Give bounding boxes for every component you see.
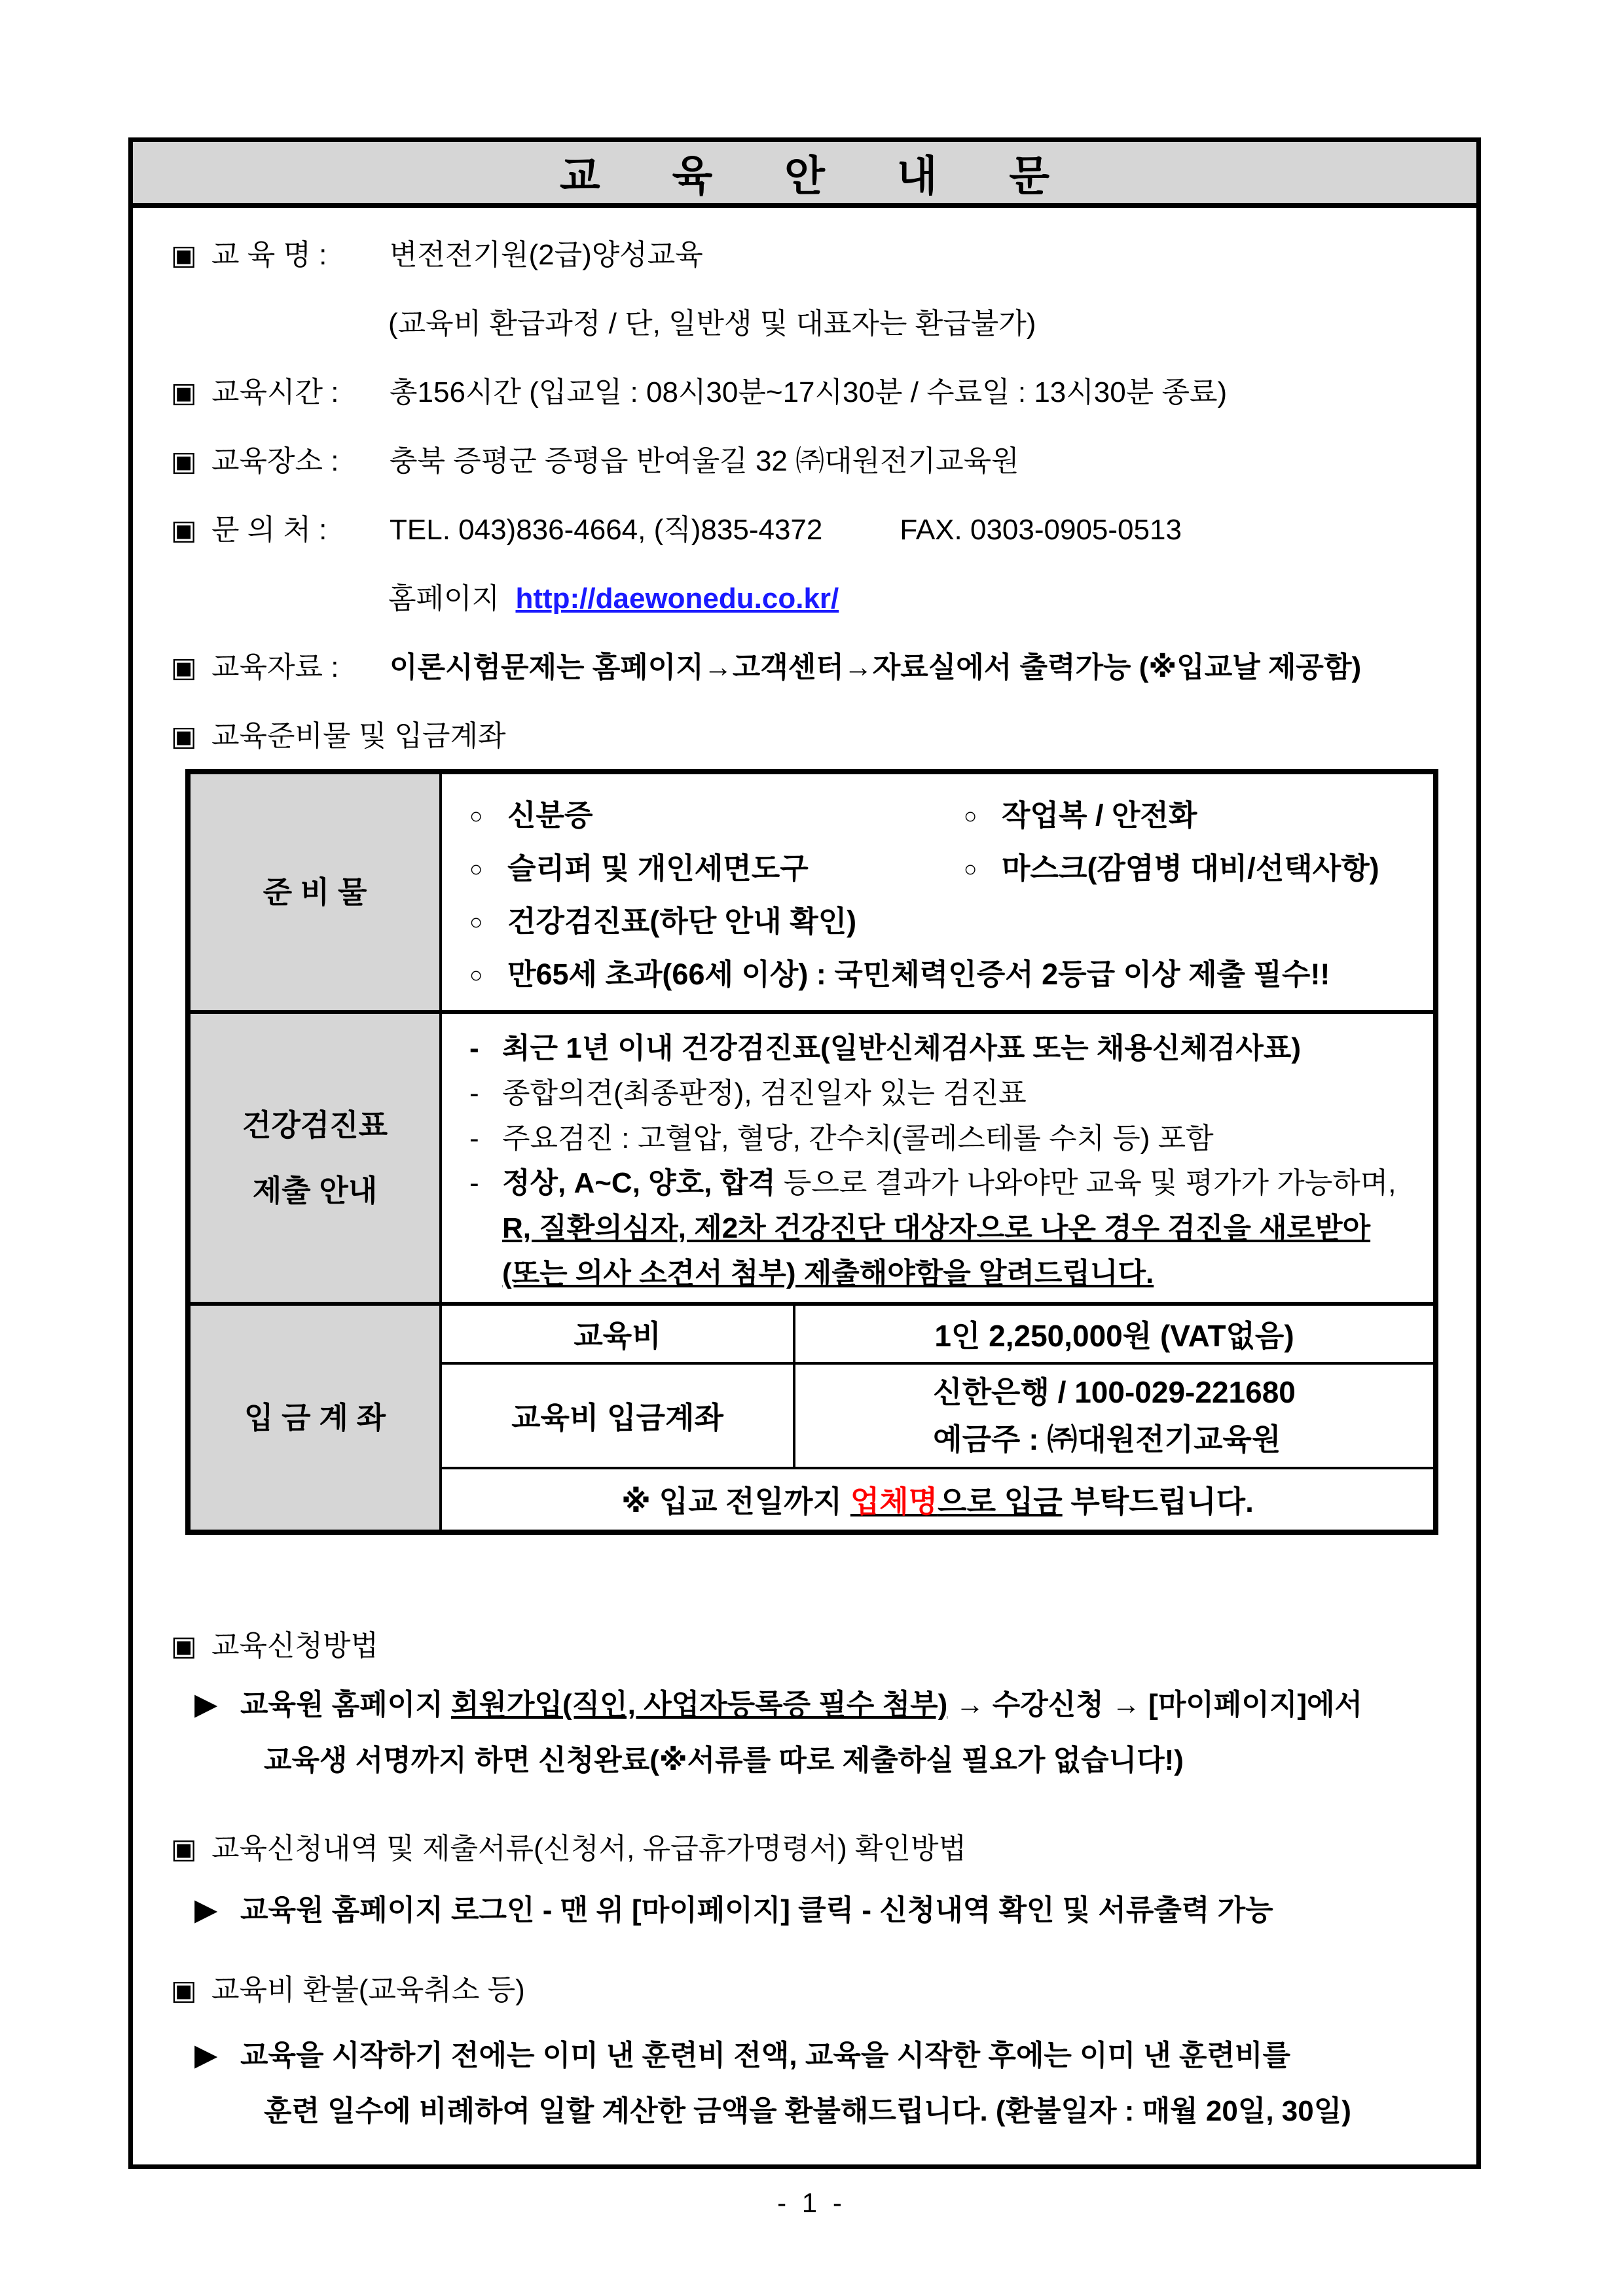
refund-bullet-line1: [171, 2035, 1438, 2075]
table-row-payment: [191, 1306, 1433, 1530]
square-bullet-icon: ▣: [171, 514, 197, 545]
info-line-homepage: [171, 579, 1438, 619]
dash-icon: -: [469, 1122, 479, 1155]
prep-item-row: [469, 791, 1420, 834]
prep-item-text: 신분증: [507, 798, 593, 832]
prep-item: [469, 950, 1330, 993]
notice-prefix: ※ 입교 전일까지: [621, 1484, 850, 1518]
dash-icon: -: [469, 1077, 479, 1109]
prep-and-payment-table: [185, 769, 1438, 1535]
health-line-text: 등으로 결과가 나와야만 교육 및 평가가 가능하며,: [775, 1167, 1396, 1200]
account-label-cell: [442, 1365, 795, 1467]
health-line: [469, 1115, 1427, 1157]
health-line-text-underline: R, 질환의심자, 제2차 건강진단 대상자으로 나온 경우 검진을 새로받아: [502, 1211, 1371, 1244]
contact-fax: FAX. 0303-0905-0513: [900, 514, 1182, 546]
health-line: [469, 1069, 1427, 1111]
account-details: [933, 1369, 1296, 1463]
square-bullet-icon: ▣: [171, 446, 197, 476]
square-bullet-icon: ▣: [171, 377, 197, 408]
dash-icon: -: [469, 1032, 479, 1065]
prep-item-text: 건강검진표(하단 안내 확인): [507, 905, 857, 938]
hours-label: 교육시간 :: [211, 376, 339, 408]
page-number-text: - 1 -: [777, 2187, 846, 2218]
materials-value: 이론시험문제는 홈페이지→고객센터→자료실에서 출력가능 (※입교날 제공함): [390, 651, 1362, 683]
triangle-bullet-icon: ▶: [194, 1687, 218, 1721]
info-line-prep-heading: [171, 717, 1438, 756]
table-row-preparations: [191, 774, 1433, 1014]
apply-line1-pre: 교육원 홈페이지: [240, 1689, 451, 1721]
square-bullet-icon: ▣: [171, 721, 197, 751]
prep-item: [964, 844, 1379, 887]
check-heading: 교육신청내역 및 제출서류(신청서, 유급휴가명령서) 확인방법: [211, 1833, 967, 1865]
prep-item: [469, 791, 964, 834]
check-line: 교육원 홈페이지 로그인 - 맨 위 [마이페이지] 클릭 - 신청내역 확인 및 서류출력 가능: [240, 1894, 1273, 1926]
info-line-course-note: [171, 304, 1438, 344]
notice-suffix: 부탁드립니다.: [1062, 1484, 1254, 1518]
contact-label: 문 의 처 :: [211, 514, 327, 546]
health-line-text-bold: 정상, A~C, 양호, 합격: [502, 1167, 776, 1200]
prep-item-text: 마스크(감염병 대비/선택사항): [1002, 852, 1379, 885]
document-title-bar: [133, 142, 1476, 208]
notice-middle: 으로 입금: [938, 1484, 1063, 1518]
circle-bullet-icon: ○: [469, 963, 483, 988]
payment-notice-cell: [442, 1469, 1433, 1530]
table-row-health-check: [191, 1014, 1433, 1306]
prep-row-body: [442, 774, 1433, 1010]
prep-item-text: 만65세 초과(66세 이상) : 국민체력인증서 2등급 이상 제출 필수!!: [507, 958, 1330, 991]
payment-notice: [621, 1478, 1254, 1521]
info-line-materials: [171, 648, 1438, 687]
square-bullet-icon: ▣: [171, 240, 197, 270]
square-bullet-icon: ▣: [171, 1833, 197, 1864]
prep-item-row: [469, 897, 1420, 940]
info-line-contact: [171, 511, 1438, 550]
homepage-label: 홈페이지: [388, 583, 500, 615]
health-line: [469, 1159, 1427, 1201]
document-frame: [128, 137, 1481, 2169]
account-label: 교육비 입금계좌: [511, 1401, 723, 1435]
prep-item-row: [469, 950, 1420, 993]
hours-value: 총156시간 (입교일 : 08시30분~17시30분 / 수료일 : 13시30분 종료): [390, 376, 1228, 408]
health-line-text-underline: (또는 의사 소견서 첨부) 제출해야함을 알려드립니다.: [502, 1257, 1154, 1289]
triangle-bullet-icon: ▶: [194, 2037, 218, 2072]
section-refund-heading: [171, 1971, 1438, 2010]
prep-heading: 교육준비물 및 입금계좌: [211, 720, 506, 752]
prep-row-header-cell: [191, 774, 442, 1010]
health-row-body: [442, 1014, 1433, 1302]
health-line: [469, 1249, 1427, 1291]
payment-notice-row: [442, 1469, 1433, 1530]
payment-row-body: [442, 1306, 1433, 1530]
health-line: [469, 1024, 1427, 1066]
homepage-link[interactable]: http://daewonedu.co.kr/: [515, 583, 839, 615]
fee-value: 1인 2,250,000원 (VAT없음): [934, 1319, 1294, 1353]
prep-item-row: [469, 844, 1420, 887]
health-line-text: 최근 1년 이내 건강검진표(일반신체검사표 또는 채용신체검사표): [502, 1032, 1301, 1065]
fee-label-cell: [442, 1306, 795, 1362]
page-title: 교 육 안 내 문: [559, 152, 1080, 200]
prep-item-text: 슬리퍼 및 개인세면도구: [507, 852, 809, 885]
health-row-header-line1: 건강검진표: [242, 1108, 388, 1142]
health-line-text: 종합의견(최종판정), 검진일자 있는 검진표: [502, 1077, 1027, 1109]
section-check-heading: [171, 1829, 1438, 1869]
dash-icon: -: [469, 1167, 479, 1200]
refund-line1: 교육을 시작하기 전에는 이미 낸 훈련비 전액, 교육을 시작한 후에는 이미 낸 훈련비를: [240, 2039, 1291, 2072]
apply-line2: 교육생 서명까지 하면 신청완료(※서류를 따로 제출하실 필요가 없습니다!): [264, 1744, 1184, 1776]
circle-bullet-icon: ○: [469, 804, 483, 829]
materials-label: 교육자료 :: [211, 651, 339, 683]
check-bullet-line: [171, 1890, 1438, 1930]
apply-line1-underline: 회원가입(직인, 사업자등록증 필수 첨부): [450, 1689, 948, 1721]
place-value: 충북 증평군 증평읍 반여울길 32 ㈜대원전기교육원: [390, 445, 1019, 477]
prep-item: [469, 844, 964, 887]
info-line-hours: [171, 373, 1438, 412]
refund-line2: 훈련 일수에 비례하여 일할 계산한 금액을 환불해드립니다. (환불일자 : 매월 20일, 30일): [264, 2095, 1351, 2127]
apply-bullet-line2: [171, 1741, 1438, 1780]
info-line-place: [171, 442, 1438, 481]
account-holder: 예금주 : ㈜대원전기교육원: [933, 1422, 1281, 1456]
section-apply-heading: [171, 1626, 1438, 1666]
health-row-header-line2: 제출 안내: [252, 1174, 378, 1208]
course-note: (교육비 환급과정 / 단, 일반생 및 대표자는 환급불가): [388, 308, 1036, 340]
contact-tel: TEL. 043)836-4664, (직)835-4372: [390, 514, 823, 546]
account-bank: 신한은행 / 100-029-221680: [933, 1375, 1296, 1409]
apply-heading: 교육신청방법: [211, 1630, 379, 1662]
account-value-cell: [795, 1365, 1433, 1467]
triangle-bullet-icon: ▶: [194, 1892, 218, 1926]
notice-company-name-highlight: 업체명: [850, 1484, 938, 1518]
account-row: [442, 1365, 1433, 1469]
refund-heading: 교육비 환불(교육취소 등): [211, 1974, 525, 2006]
course-name-label: 교 육 명 :: [211, 239, 327, 271]
health-line: [469, 1204, 1427, 1246]
apply-bullet-line1: [171, 1684, 1438, 1725]
payment-row-header: 입 금 계 좌: [244, 1401, 386, 1435]
prep-item: [964, 791, 1197, 834]
prep-row-header: 준 비 물: [263, 875, 367, 909]
fee-label: 교육비: [574, 1319, 661, 1353]
fee-value-cell: [795, 1306, 1433, 1362]
page-number: [0, 2187, 1623, 2219]
health-row-header-cell: [191, 1014, 442, 1302]
document-content: [133, 208, 1476, 2131]
payment-row-header-cell: [191, 1306, 442, 1530]
circle-bullet-icon: ○: [964, 857, 977, 882]
prep-item: [469, 897, 856, 940]
square-bullet-icon: ▣: [171, 652, 197, 683]
place-label: 교육장소 :: [211, 445, 339, 477]
circle-bullet-icon: ○: [469, 857, 483, 882]
square-bullet-icon: ▣: [171, 1975, 197, 2005]
apply-line1-post: → 수강신청 → [마이페이지]에서: [947, 1689, 1362, 1721]
circle-bullet-icon: ○: [469, 910, 483, 935]
fee-row: [442, 1306, 1433, 1365]
prep-item-text: 작업복 / 안전화: [1002, 798, 1197, 832]
info-line-course-name: [171, 236, 1438, 275]
circle-bullet-icon: ○: [964, 804, 977, 829]
course-name-value: 변전전기원(2급)양성교육: [390, 239, 703, 271]
refund-bullet-line2: [171, 2092, 1438, 2131]
health-line-text: 주요검진 : 고혈압, 혈당, 간수치(콜레스테롤 수치 등) 포함: [502, 1122, 1214, 1155]
square-bullet-icon: ▣: [171, 1630, 197, 1661]
